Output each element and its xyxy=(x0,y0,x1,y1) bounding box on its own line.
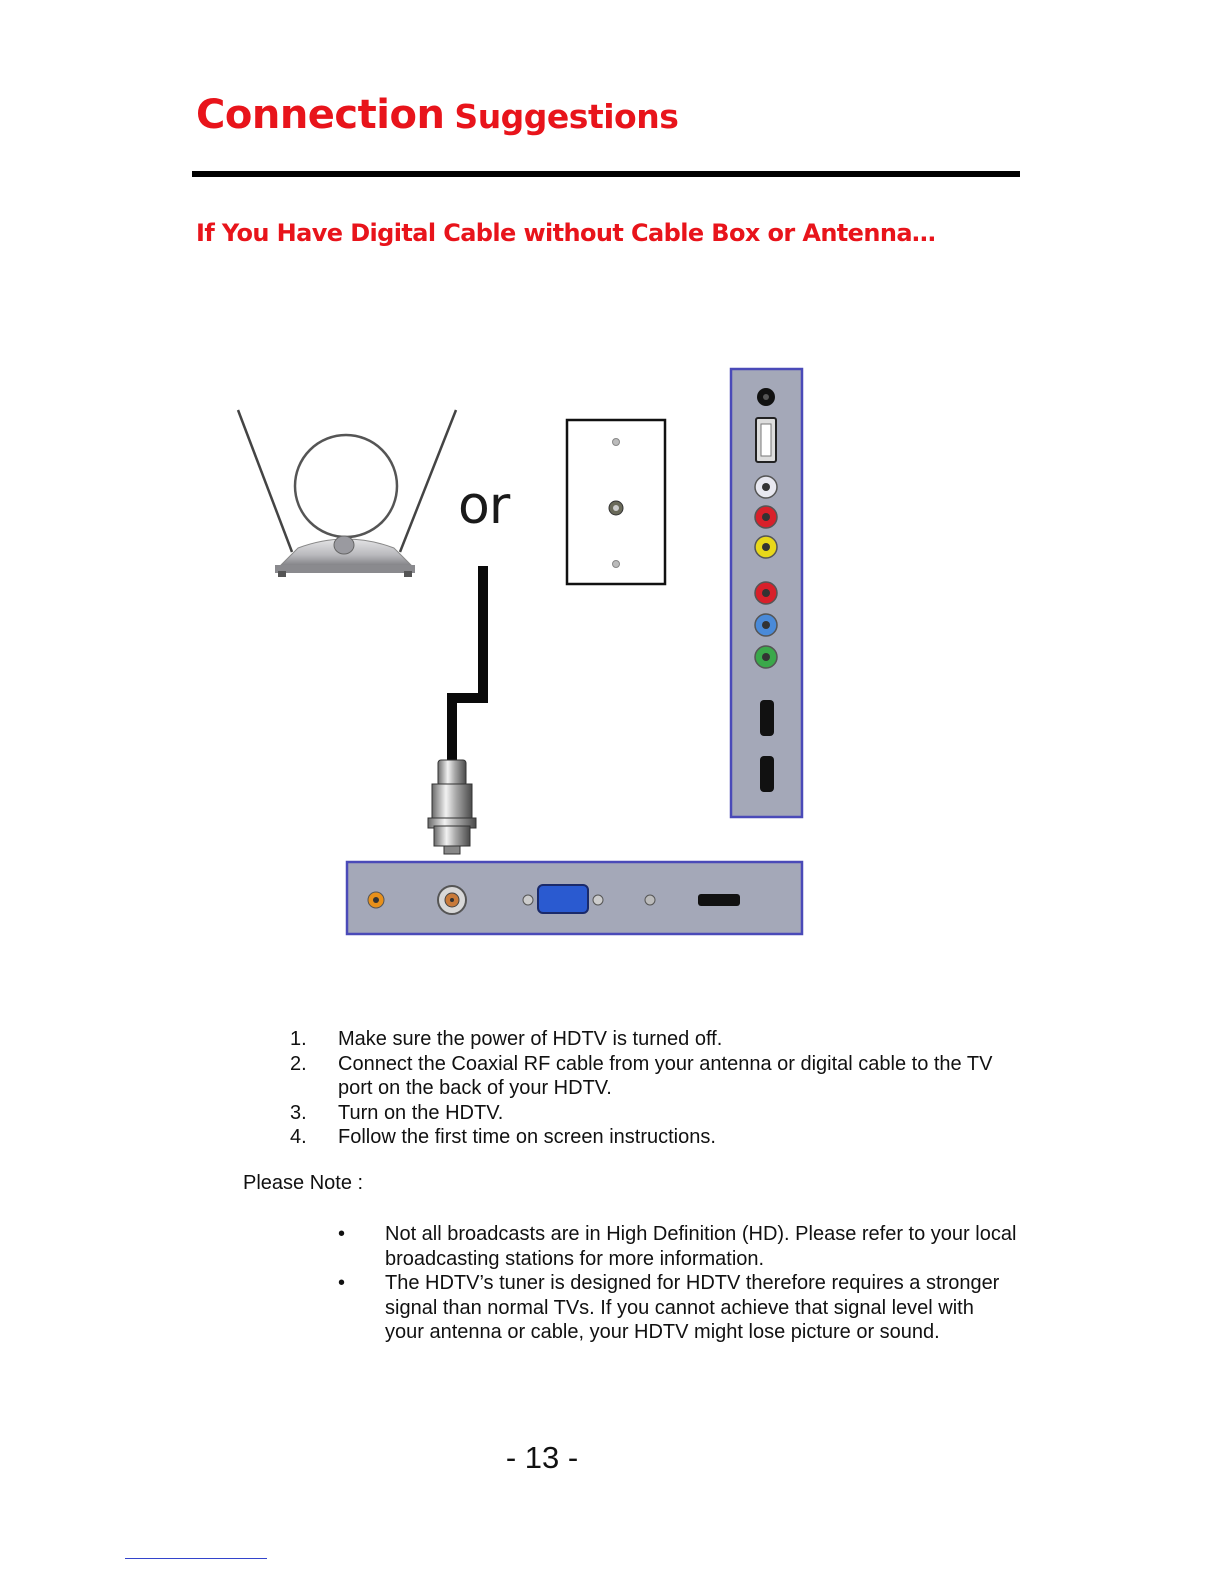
connection-diagram xyxy=(220,360,820,960)
bottom-panel-icon xyxy=(347,862,802,934)
step-item xyxy=(290,1052,1010,1101)
instruction-steps xyxy=(290,1027,1010,1150)
step-number: 1. xyxy=(290,1028,307,1050)
connection-diagram-svg xyxy=(220,360,820,960)
note-item xyxy=(338,1271,1018,1345)
antenna-icon xyxy=(238,410,456,577)
note-label: Please Note : xyxy=(243,1172,364,1194)
step-text: Follow the first time on screen instructions. xyxy=(338,1126,716,1148)
step-text: Connect the Coaxial RF cable from your antenna or digital cable to the TV port on the back of your HDTV. xyxy=(338,1052,993,1099)
or-label: or xyxy=(458,476,510,536)
step-item xyxy=(290,1125,1010,1150)
side-panel-icon xyxy=(731,369,802,817)
page-title-part1: Connection xyxy=(196,92,445,138)
coaxial-cable xyxy=(452,566,483,765)
bullet-icon: • xyxy=(338,1223,346,1245)
note-text: The HDTV’s tuner is designed for HDTV therefore requires a stronger signal than normal TVs. If you cannot achieve that signal level with your antenna or cable, your HDTV might lose picture or sound. xyxy=(385,1272,1000,1343)
step-item xyxy=(290,1101,1010,1126)
step-item xyxy=(290,1027,1010,1052)
step-text: Make sure the power of HDTV is turned off. xyxy=(338,1028,723,1050)
title-divider xyxy=(192,171,1020,177)
note-list xyxy=(338,1222,1018,1345)
page-number: - 13 - xyxy=(505,1440,579,1475)
bullet-icon: • xyxy=(338,1272,346,1294)
page-title-part2: Suggestions xyxy=(454,97,679,136)
note-text: Not all broadcasts are in High Definition (HD). Please refer to your local broadcasting stations for more information. xyxy=(385,1223,1017,1270)
coaxial-connector-icon xyxy=(428,760,476,854)
page-title xyxy=(196,92,678,138)
step-number: 3. xyxy=(290,1101,307,1124)
section-subtitle: If You Have Digital Cable without Cable Box or Antenna… xyxy=(196,219,936,247)
note-item xyxy=(338,1222,1018,1271)
step-text: Turn on the HDTV. xyxy=(338,1101,504,1124)
footer-rule xyxy=(125,1558,267,1559)
wall-plate-icon xyxy=(567,420,665,584)
step-number: 2. xyxy=(290,1052,307,1075)
step-number: 4. xyxy=(290,1126,307,1148)
